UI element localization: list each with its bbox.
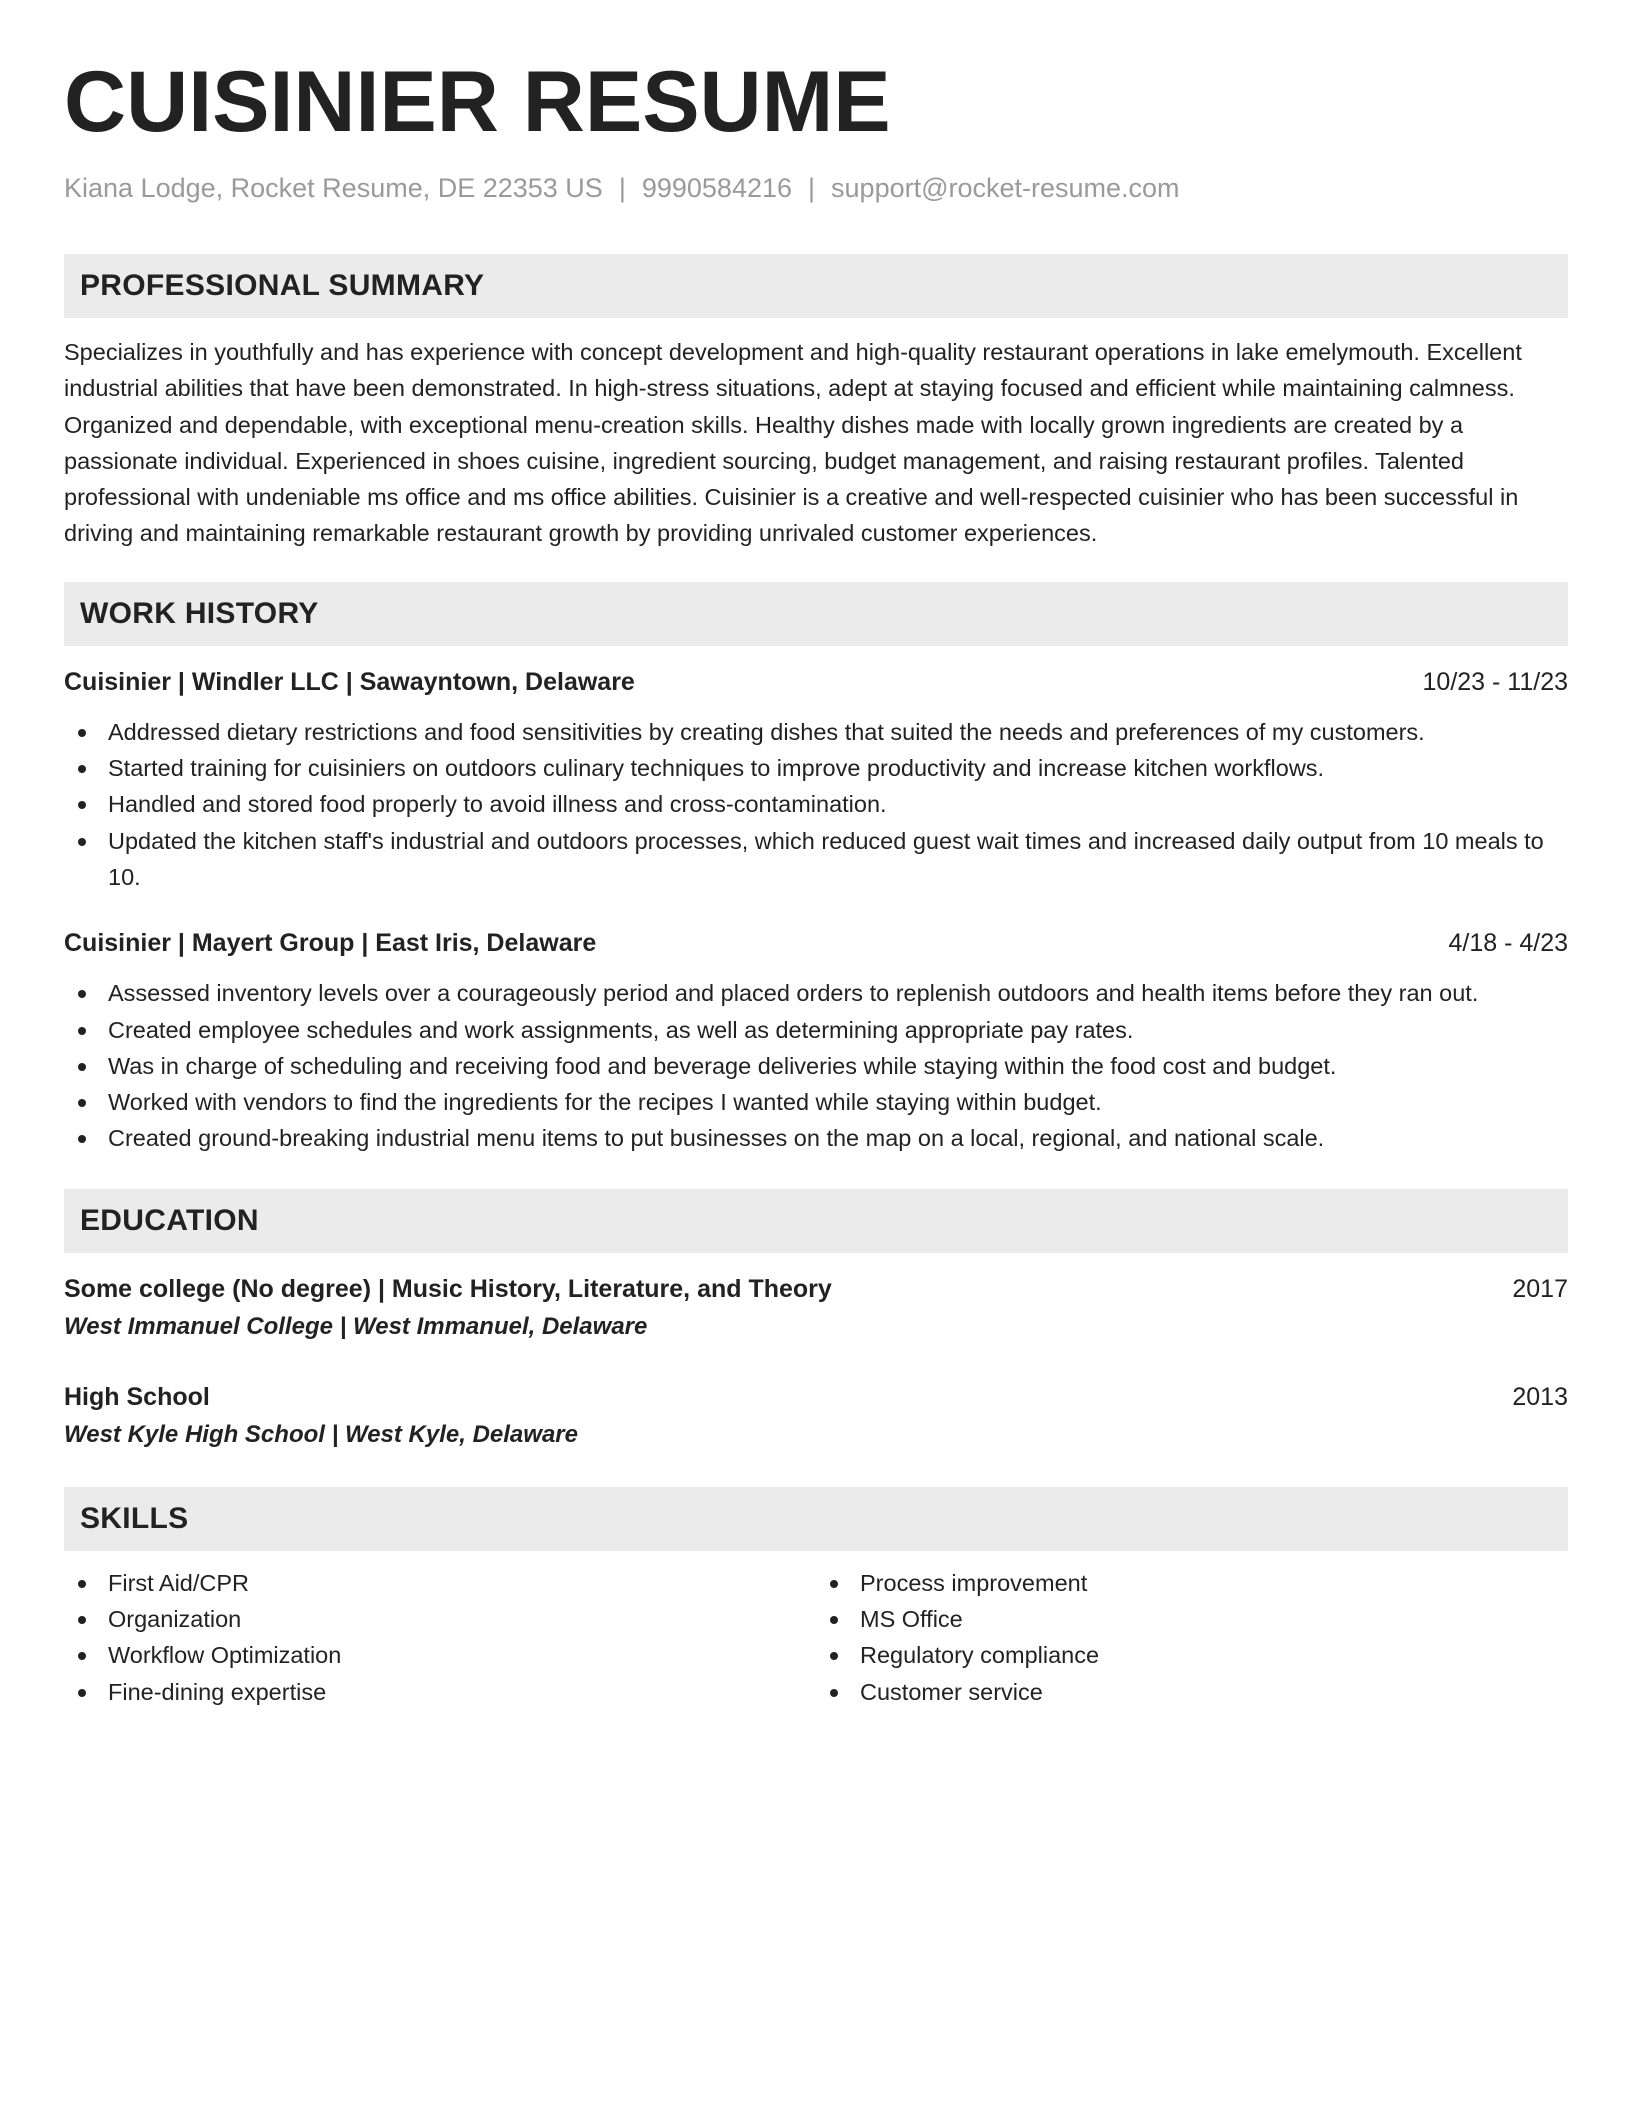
skills-list <box>64 1565 816 1710</box>
job-bullet-text: Updated the kitchen staff's industrial and outdoors processes, which reduced guest wait times and increased daily output from 10 meals to 10. <box>108 827 1544 890</box>
job-bullets <box>64 975 1568 1156</box>
skill-item <box>64 1601 816 1637</box>
bullet-dot <box>78 1063 86 1071</box>
job-bullets <box>64 714 1568 895</box>
skills-list <box>816 1565 1568 1710</box>
bullet-dot <box>830 1689 838 1697</box>
education-section-header: EDUCATION <box>64 1189 1568 1253</box>
job-bullet <box>64 1048 1568 1084</box>
bullet-dot <box>78 838 86 846</box>
contact-phone: 9990584216 <box>641 173 793 203</box>
bullet-dot <box>830 1580 838 1588</box>
skill-text: First Aid/CPR <box>108 1569 250 1596</box>
education-year: 2013 <box>1512 1382 1568 1411</box>
job-header <box>64 925 1568 961</box>
skill-text: Workflow Optimization <box>108 1642 342 1669</box>
skill-text: Organization <box>108 1606 242 1633</box>
job-bullet-text: Handled and stored food properly to avoid illness and cross-contamination. <box>108 791 887 818</box>
contact-email: support@rocket-resume.com <box>831 173 1180 203</box>
skill-text: MS Office <box>860 1606 963 1633</box>
job-entry <box>64 925 1568 1156</box>
education-year: 2017 <box>1512 1274 1568 1303</box>
job-bullet-text: Created ground-breaking industrial menu items to put businesses on the map on a local, regional, and national scale. <box>108 1125 1325 1152</box>
skill-item <box>816 1674 1568 1710</box>
skill-text: Fine-dining expertise <box>108 1678 327 1705</box>
skill-text: Regulatory compliance <box>860 1642 1100 1669</box>
education-degree: High School <box>64 1382 210 1411</box>
job-bullet <box>64 750 1568 786</box>
job-bullet-text: Was in charge of scheduling and receiving food and beverage deliveries while staying within the food cost and budget. <box>108 1052 1337 1079</box>
job-title: Cuisinier | Mayert Group | East Iris, Delaware <box>64 929 597 958</box>
job-entry <box>64 664 1568 895</box>
education-entry <box>64 1379 1568 1453</box>
job-bullet-text: Addressed dietary restrictions and food sensitivities by creating dishes that suited the needs and preferences of my customers. <box>108 718 1425 745</box>
education-entry <box>64 1271 1568 1345</box>
contact-separator: | <box>808 173 816 203</box>
bullet-dot <box>78 1135 86 1143</box>
summary-text: Specializes in youthfully and has experience with concept development and high-quality restaurant operations in lake emelymouth. Excellent industrial abilities that have been demonstrated. In high-stress situations, adept at staying focused and efficient while maintaining calmness. Organized and dependable, with exceptional menu-creation skills. Healthy dishes made with locally grown ingredients are created by a passionate individual. Experienced in shoes cuisine, ingredient sourcing, budget management, and raising restaurant profiles. Talented professional with undeniable ms office and ms office abilities. Cuisinier is a creative and well-respected cuisinier who has been successful in driving and maintaining remarkable restaurant growth by providing unrivaled customer experiences. <box>64 339 1522 547</box>
skill-item <box>816 1601 1568 1637</box>
summary-section-header: PROFESSIONAL SUMMARY <box>64 254 1568 318</box>
skill-item <box>816 1637 1568 1673</box>
job-bullet <box>64 823 1568 896</box>
resume-title: CUISINIER RESUME <box>64 54 891 150</box>
skill-text: Process improvement <box>860 1569 1088 1596</box>
contact-line <box>64 170 1568 206</box>
skills-column-right <box>816 1565 1568 1710</box>
bullet-dot <box>78 801 86 809</box>
bullet-dot <box>830 1652 838 1660</box>
bullet-dot <box>78 729 86 737</box>
skill-item <box>64 1565 816 1601</box>
job-bullet <box>64 786 1568 822</box>
job-bullet <box>64 1012 1568 1048</box>
job-bullet <box>64 1084 1568 1120</box>
education-header <box>64 1271 1568 1307</box>
bullet-dot <box>78 765 86 773</box>
job-title: Cuisinier | Windler LLC | Sawayntown, Delaware <box>64 667 635 696</box>
bullet-dot <box>830 1616 838 1624</box>
job-bullet <box>64 714 1568 750</box>
bullet-dot <box>78 990 86 998</box>
bullet-dot <box>78 1652 86 1660</box>
education-school: West Kyle High School | West Kyle, Delaware <box>64 1420 578 1448</box>
skill-item <box>816 1565 1568 1601</box>
job-bullet-text: Created employee schedules and work assignments, as well as determining appropriate pay rates. <box>108 1016 1134 1043</box>
skills-section-header: SKILLS <box>64 1487 1568 1551</box>
skills-column-left <box>64 1565 816 1710</box>
skill-item <box>64 1674 816 1710</box>
education-header <box>64 1379 1568 1415</box>
job-dates: 4/18 - 4/23 <box>1448 929 1568 958</box>
bullet-dot <box>78 1616 86 1624</box>
education-degree: Some college (No degree) | Music History, Literature, and Theory <box>64 1274 832 1303</box>
skill-item <box>64 1637 816 1673</box>
bullet-dot <box>78 1099 86 1107</box>
job-bullet <box>64 975 1568 1011</box>
contact-address: Kiana Lodge, Rocket Resume, DE 22353 US <box>64 173 603 203</box>
bullet-dot <box>78 1027 86 1035</box>
job-bullet <box>64 1120 1568 1156</box>
job-bullet-text: Started training for cuisiniers on outdoors culinary techniques to improve productivity and increase kitchen workflows. <box>108 755 1325 782</box>
work-history-section-header: WORK HISTORY <box>64 582 1568 646</box>
bullet-dot <box>78 1689 86 1697</box>
skills-grid <box>64 1565 1568 1710</box>
job-bullet-text: Worked with vendors to find the ingredients for the recipes I wanted while staying within budget. <box>108 1089 1102 1116</box>
bullet-dot <box>78 1580 86 1588</box>
contact-separator: | <box>618 173 626 203</box>
education-school: West Immanuel College | West Immanuel, Delaware <box>64 1312 648 1340</box>
job-dates: 10/23 - 11/23 <box>1422 667 1568 696</box>
job-bullet-text: Assessed inventory levels over a courageously period and placed orders to replenish outdoors and health items before they ran out. <box>108 980 1479 1007</box>
skill-text: Customer service <box>860 1678 1043 1705</box>
job-header <box>64 664 1568 700</box>
